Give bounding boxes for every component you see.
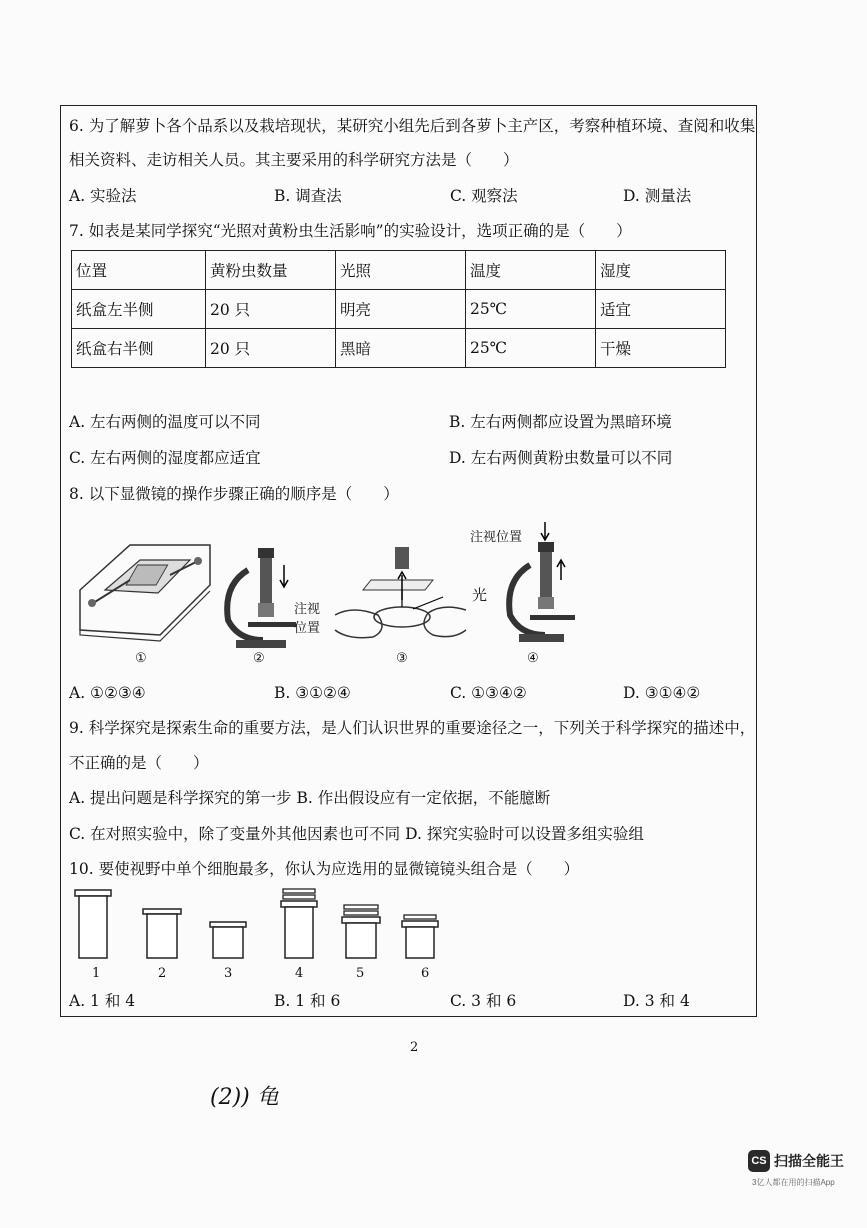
q6-option-b: B. 调查法 <box>274 187 342 205</box>
lens-set-illustration <box>70 885 450 965</box>
table-row <box>72 290 726 329</box>
table-cell: 纸盒右半侧 <box>72 329 206 368</box>
q7-option-a: A. 左右两侧的温度可以不同 <box>69 413 261 431</box>
table-cell: 20 只 <box>206 290 336 329</box>
lens-label-4: 4 <box>295 966 304 981</box>
scanner-tagline: 3亿人都在用的扫描App <box>752 1178 835 1187</box>
q8-stem: 8. 以下显微镜的操作步骤正确的顺序是（ ） <box>69 485 399 503</box>
figure-label-4: ④ <box>527 651 539 666</box>
lens-label-6: 6 <box>421 966 430 981</box>
lens-label-1: 1 <box>92 966 101 981</box>
figure-label-3: ③ <box>396 651 408 666</box>
table-cell: 20 只 <box>206 329 336 368</box>
q9-stem-line2: 不正确的是（ ） <box>69 754 209 772</box>
q6-option-a: A. 实验法 <box>69 187 137 205</box>
q9-options-cd: C. 在对照实验中，除了变量外其他因素也可不同 D. 探究实验时可以设置多组实验组 <box>69 825 644 843</box>
table-header-cell: 温度 <box>466 251 596 290</box>
camscanner-logo-icon: CS <box>748 1150 770 1172</box>
q10-option-c: C. 3 和 6 <box>450 992 517 1010</box>
lens-label-2: 2 <box>158 966 167 981</box>
q6-stem-line2: 相关资料、走访相关人员。其主要采用的科学研究方法是（ ） <box>69 151 519 169</box>
table-cell: 适宜 <box>596 290 726 329</box>
q8-option-c: C. ①③④② <box>450 684 527 702</box>
q6-option-d: D. 测量法 <box>623 187 692 205</box>
q8-option-b: B. ③①②④ <box>274 684 351 702</box>
lens-label-3: 3 <box>224 966 233 981</box>
table-cell: 25℃ <box>466 290 596 329</box>
q7-table <box>71 250 726 368</box>
table-cell: 纸盒左半侧 <box>72 290 206 329</box>
table-header-cell: 湿度 <box>596 251 726 290</box>
q7-option-d: D. 左右两侧黄粉虫数量可以不同 <box>449 449 673 467</box>
scanner-app-name: 扫描全能王 <box>774 1153 844 1169</box>
q8-option-a: A. ①②③④ <box>69 684 146 702</box>
scanner-watermark <box>748 1150 844 1172</box>
q10-option-d: D. 3 和 4 <box>623 992 690 1010</box>
table-header-cell: 黄粉虫数量 <box>206 251 336 290</box>
gaze-position-label: 注视位置 <box>470 530 523 545</box>
q9-options-ab: A. 提出问题是科学探究的第一步 B. 作出假设应有一定依据，不能臆断 <box>69 789 551 807</box>
light-label: 光 <box>472 586 488 604</box>
table-header-cell: 光照 <box>336 251 466 290</box>
q6-option-c: C. 观察法 <box>450 187 518 205</box>
handwritten-note: (2)) 龟 <box>210 1085 279 1110</box>
q8-option-d: D. ③①④② <box>623 684 701 702</box>
table-cell: 明亮 <box>336 290 466 329</box>
table-cell: 25℃ <box>466 329 596 368</box>
q7-stem: 7. 如表是某同学探究“光照对黄粉虫生活影响”的实验设计，选项正确的是（ ） <box>69 222 632 240</box>
q10-option-a: A. 1 和 4 <box>69 992 136 1010</box>
table-cell: 黑暗 <box>336 329 466 368</box>
slide-on-stage-illustration <box>70 535 215 645</box>
q7-option-b: B. 左右两侧都应设置为黑暗环境 <box>449 413 672 431</box>
q7-option-c: C. 左右两侧的湿度都应适宜 <box>69 449 261 467</box>
table-header-cell: 位置 <box>72 251 206 290</box>
table-cell: 干燥 <box>596 329 726 368</box>
gaze-position-label: 注视 位置 <box>294 602 321 636</box>
table-row <box>72 329 726 368</box>
q10-option-b: B. 1 和 6 <box>274 992 341 1010</box>
q9-stem-line1: 9. 科学探究是探索生命的重要方法，是人们认识世界的重要途径之一，下列关于科学探究的描述中， <box>69 719 756 737</box>
lens-label-5: 5 <box>356 966 365 981</box>
figure-label-1: ① <box>135 651 147 666</box>
figure-label-2: ② <box>253 651 265 666</box>
q6-stem-line1: 6. 为了解萝卜各个品系以及栽培现状，某研究小组先后到各萝卜主产区，考察种植环境、查阅和收集 <box>69 117 756 135</box>
page-number: 2 <box>410 1040 419 1055</box>
table-header-row <box>72 251 726 290</box>
q10-stem: 10. 要使视野中单个细胞最多，你认为应选用的显微镜镜头组合是（ ） <box>69 860 580 878</box>
mirror-adjust-illustration <box>333 545 468 645</box>
microscope-raising-illustration <box>505 520 585 650</box>
